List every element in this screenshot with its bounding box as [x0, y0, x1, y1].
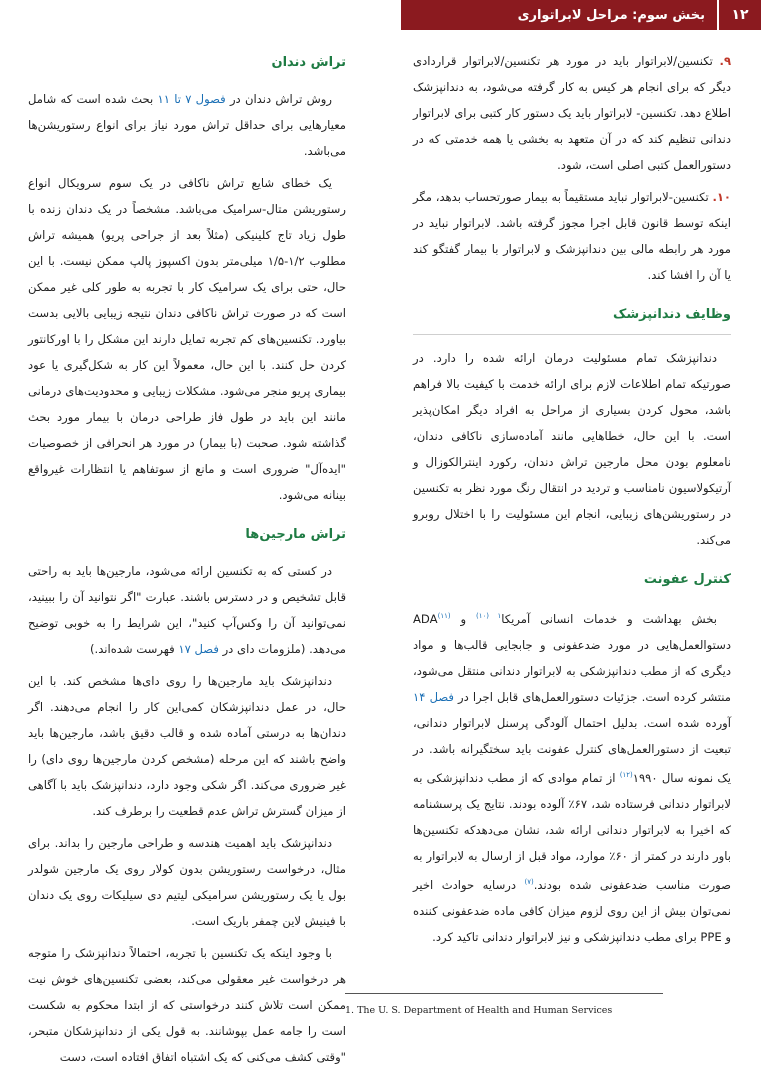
citation: (۷)	[524, 877, 534, 886]
chapter-link[interactable]: فصول ۷ تا ۱۱	[157, 92, 226, 106]
paragraph-text: آورده شده است. بدلیل احتمال آلودگی پرسنل لابراتوار دندانی، تبعیت از دستورالعمل‌های کنترل عفونت باید سختگیرانه باشد. در یک نمونه سال ۱۹۹۰	[413, 715, 731, 785]
section-title: بخش سوم: مراحل لابراتواری	[517, 7, 705, 23]
infection-control-paragraph	[413, 603, 731, 950]
list-item-10	[413, 184, 731, 288]
item-text: تکنسین-لابراتوار نباید مستقیماً به بیمار صورتحساب بدهد، مگر اینکه توسط قانون قابل اجرا مجوز گرفته باشد. لابراتوار نباید در مورد هر رابطه مالی بین دندانپزشک و لابراتوار با بیمار گفتگو کند یا آن را افشا کند.	[413, 190, 731, 282]
paragraph-text: فهرست شده‌اند.)	[89, 642, 179, 656]
footnote-divider	[345, 993, 663, 994]
dentist-duties-paragraph: دندانپزشک تمام مسئولیت درمان ارائه شده را دارد. در صورتیکه تمام اطلاعات لازم برای ارائه خدمت با کیفیت بالا فراهم باشد، محول کردن بسیاری از مراحل به افراد دیگر امکان‌پذیر است. با این حال، خطاهایی مانند آماده‌سازی ناکافی دندان، نامعلوم بودن محل مارجین تراش دندان، رکورد اینترالکوزال و آرتیکولاسیون نامناسب و تردید در انتقال رنگ مورد نظر به تکنسین در رستوریشن‌های زیبایی، انجام این مسئولیت را با اختلال روبرو می‌کند.	[413, 351, 731, 547]
paragraph-text: دستوالعمل‌هایی در مورد ضدعفونی و جابجایی قالب‌ها و مواد دیگری که از مطب دندانپزشکی به لابراتوار دندانی منتقل می‌شود، منتشر کرده است. جزئیات دستورالعمل‌های قابل اجرا در	[413, 637, 732, 704]
chapter-link[interactable]: فصل ۱۷	[178, 642, 219, 656]
margin-preparation-heading: تراش مارجین‌ها	[245, 527, 346, 542]
margin-paragraph: با وجود اینکه یک تکنسین با تجربه، احتمالاً دندانپزشک را متوجه هر درخواست غیر معقولی می‌کند، بعضی تکنسین‌های خوش نیت ممکن است تلاش کنند درخواستی که از ابتدا محکوم به شکست است را جامه عمل بپوشانند. به قول یکی از دندانپزشکان متبحر، "وقتی کشف می‌کنی که یک اشتباه اتفاق افتاده است، دست	[28, 946, 346, 1064]
paragraph-text: و ADA	[413, 611, 477, 626]
paragraph-text: بخش بهداشت و خدمات انسانی آمریکا	[501, 611, 717, 626]
tooth-prep-paragraph	[28, 86, 346, 164]
dentist-duties-heading: وظایف دندانپزشک	[613, 307, 731, 322]
tooth-preparation-heading: تراش دندان	[271, 55, 346, 70]
header-bar	[401, 0, 761, 30]
infection-control-heading: کنترل عفونت	[643, 572, 731, 587]
citation: ۱ (۱۰)	[476, 612, 502, 620]
paragraph-text: از تمام موادی که از مطب دندانپزشکی به لابراتوار دندانی فرستاده شد، ۶۷٪ آلوده بودند. نتایج یک پرسشنامه که اخیرا به لابراتوار دندانی ارائه شد، نشان می‌دهدکه تکنسین‌ها باور دارند در کمتر از ۶۰٪ موارد، مواد قبل از ارسال به لابراتوار به صورت مناسب ضدعفونی شده بودند.	[413, 770, 731, 892]
left-column	[28, 48, 346, 1076]
heading-divider	[413, 334, 731, 335]
footnote: 1. The U. S. Department of Health and Human Services	[345, 1005, 613, 1016]
list-item-9	[413, 48, 731, 178]
tooth-prep-paragraph: یک خطای شایع تراش ناکافی در یک سوم سرویکال انواع رستوریشن متال-سرامیک می‌باشد. مشخصاً در یک دندان زنده با طول زیاد تاج کلینیکی (مثلاً بعد از جراحی پریو) همیشه تراش مطلوب ۱/۲-۱/۵ میلی‌متر بدون اکسپوز پالپ ممکن نیست. با این حال، حتی برای یک سرامیک کار با تجربه به طور کلی غیر ممکن است که در صورت تراش ناکافی دندان نتیجه زیبایی بالایی بدست بیاورد. تکنسین‌های کم تجربه تمایل دارند این مشکل را با اورکانتور کردن حل کنند. با این حال، معمولاً این کار به شکل‌گیری یا عود بیماری پریو منجر می‌شود. مشکلات زیبایی و محدودیت‌های درمانی مانند این باید در طول فاز طراحی درمان با بیمار مورد بحث گذاشته شود. صحبت (با بیمار) در مورد هر انحرافی از خصوصیات "ایده‌آل" ضروری است و مانع از سوتفاهم یا انتظارات غیرواقع بینانه می‌شود.	[28, 176, 346, 502]
chapter-link[interactable]: فصل ۱۴	[413, 689, 454, 704]
right-column	[413, 48, 731, 956]
paragraph-text: درسایه حوادث اخیر نمی‌توان بیش از این روی لزوم میزان کافی ماده ضدعفونی کننده و PPE برای مطب دندانپزشکی و نیز لابراتوار دندانی تاکید کرد.	[413, 877, 731, 944]
paragraph-text: بحث شده است که شامل معیارهایی برای حداقل تراش مورد نیاز برای انواع رستوریشن‌ها می‌باشد.	[28, 92, 346, 158]
margin-paragraph: دندانپزشک باید مارجین‌ها را روی دای‌ها مشخص کند. با این حال، در عمل دندانپزشکان کمی‌این کار را انجام می‌دهند. اگر دندان‌ها به درستی آماده شده و قالب دقیق باشد، مارجین‌ها باید واضح باشند که این مرحله (مشخص کردن مارجین‌ها روی دای) را غیر ضروری می‌کند. اگر شکی وجود دارد، دندانپزشک باید با آگاهی از میزان گسترش تراش عدم قطعیت را برطرف کند.	[28, 674, 346, 818]
item-text: تکنسین/لابراتوار باید در مورد هر تکنسین/لابراتوار قراردادی دیگر که برای انجام هر کیس به کار گرفته می‌شود، به دندانپزشک اطلاع دهد. تکنسین- لابراتوار باید یک دستور کار کتبی برای لابراتوار دندانی تنظیم کند که در آن متعهد به بخشی یا همه خدمتی که در دستورالعمل کتبی اصلی است، شود.	[413, 54, 731, 172]
margin-paragraph	[28, 558, 346, 662]
item-number: ۱۰.	[712, 190, 732, 204]
citation: (۱۱)	[437, 612, 451, 620]
page-number: ۱۲	[717, 0, 761, 30]
citation: (۱۲)	[619, 770, 633, 779]
margin-paragraph: دندانپزشک باید اهمیت هندسه و طراحی مارجین را بداند. برای مثال، درخواست رستوریشن بدون کولار روی یک مارجین شولدر بول یا یک رستوریشن سرامیکی لیتیم دی سیلیکات روی یک دندان با فینیش لاین چمفر باریک است.	[28, 836, 346, 928]
item-number: ۹.	[719, 54, 732, 68]
paragraph-text: در کستی که به تکنسین ارائه می‌شود، مارجین‌ها باید به راحتی قابل تشخیص و در دسترس باشند. عبارت "اگر نتوانید آن را ببینید، نمی‌توانید آن را وکس‌آپ کنید"، این شرایط را به خوبی توضیح می‌دهد. (ملزومات دای در	[28, 564, 346, 656]
paragraph-text: روش تراش دندان در	[225, 92, 332, 106]
page-header	[0, 0, 761, 30]
